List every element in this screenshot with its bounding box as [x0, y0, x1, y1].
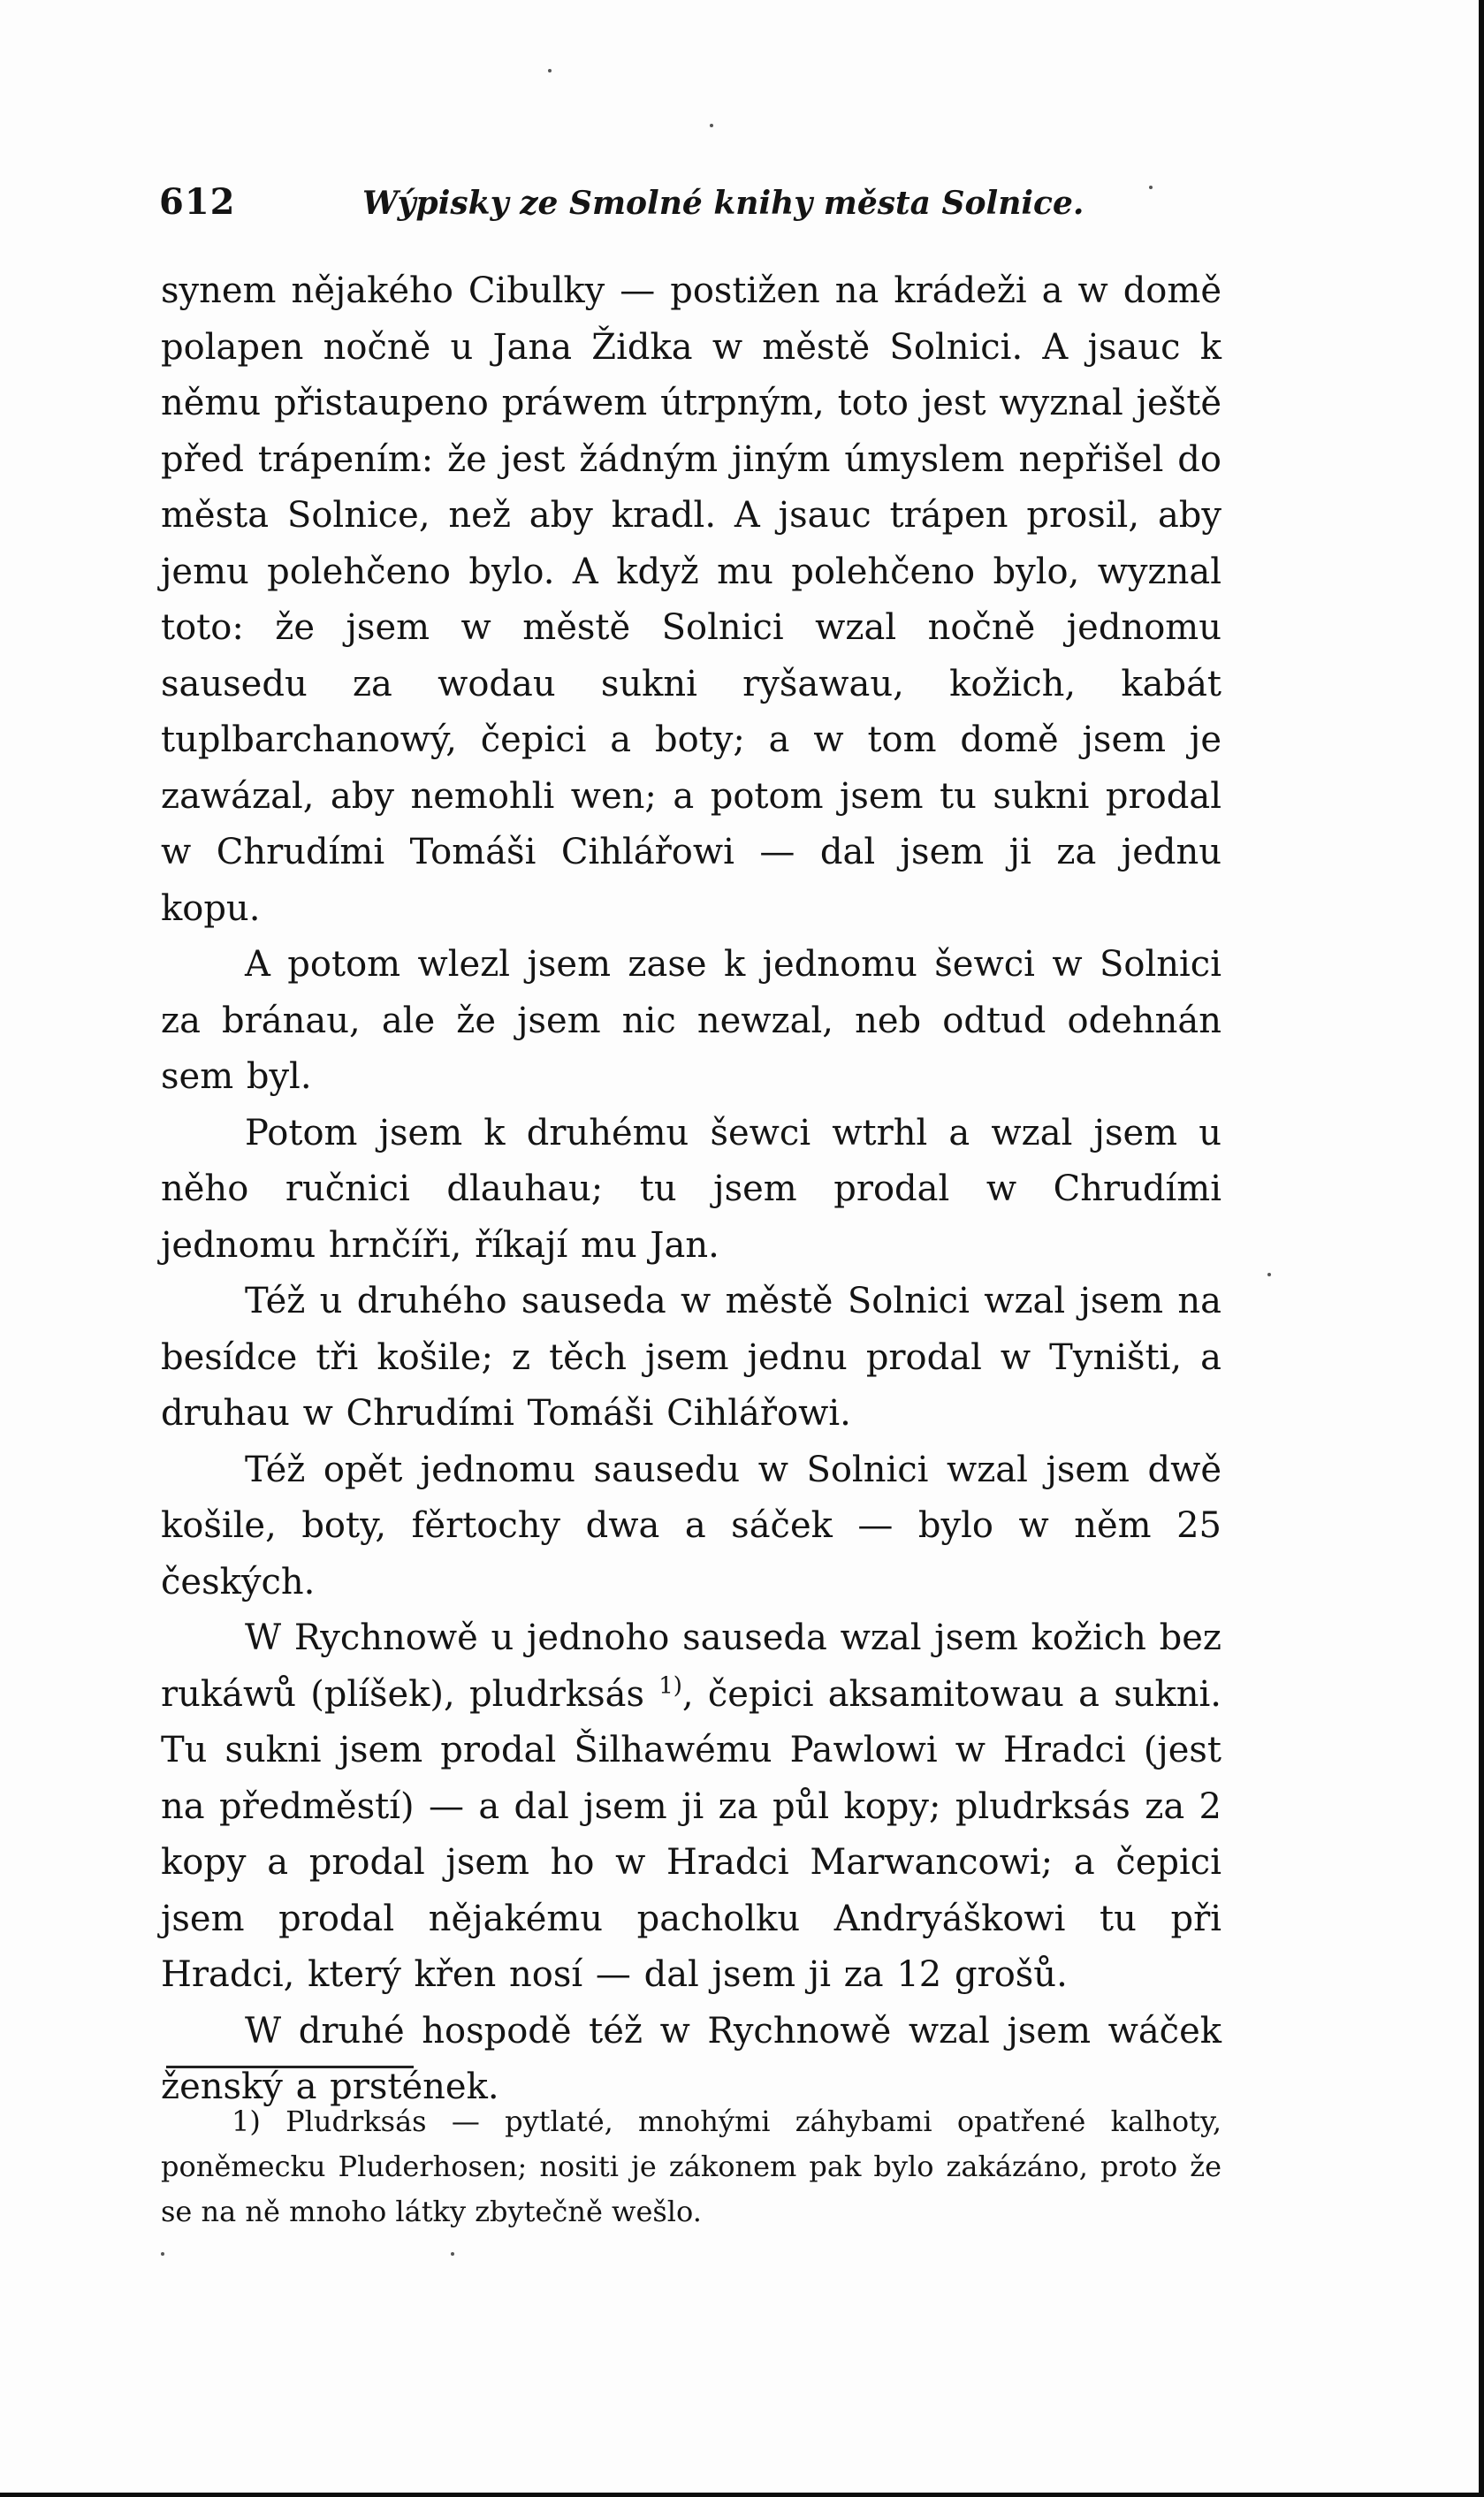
paragraph-rychnov-text-end: , čepici aksamitowau a sukni. Tu sukni jsem prodal Šilhawému Pawlowi w Hradci (jest na předměstí) — a dal jsem ji za půl kopy; pludrksás za 2 kopy a prodal jsem ho w Hradci Marwancowi; a čepici jsem prodal nějakému pacholku Andryáškowi tu při Hradci, který křen nosí — dal jsem ji za 12 grošů.: [161, 1673, 1221, 1995]
scan-speck: [1267, 1273, 1271, 1276]
paragraph-cibulka: synem nějakého Cibulky — postižen na krádeži a w domě polapen nočně u Jana Židka w městě Solnici. A jsauc k němu přistaupeno práwem útrpným, toto jest wyznal ještě před trápením: že jest žádným jiným úmyslem nepřišel do města Solnice, než aby kradl. A jsauc trápen prosil, aby jemu polehčeno bylo. A když mu polehčeno bylo, wyznal toto: že jsem w městě Solnici wzal nočně jednomu sausedu za wodau sukni ryšawau, kožich, kabát tuplbarchanowý, čepici a boty; a w tom domě jsem je zawázal, aby nemohli wen; a potom jsem tu sukni prodal w Chrudími Tomáši Cihlářowi — dal jsem ji za jednu kopu.: [161, 270, 1221, 929]
paragraph-wacek: W druhé hospodě též w Rychnowě wzal jsem wáček ženský a prstének.: [161, 2010, 1221, 2107]
footnote-divider: [166, 2066, 414, 2068]
paragraph-dwe-kosile: Též opět jednomu sausedu w Solnici wzal jsem dwě košile, boty, fěrtochy dwa a sáček — bylo w něm 25 českých.: [161, 1449, 1221, 1602]
scan-speck: [1149, 186, 1153, 189]
paragraph-rychnov: [161, 1610, 1221, 2004]
scan-border-right: [1479, 0, 1484, 2497]
paragraph-kosile-besidka: Též u druhého sauseda w městě Solnici wzal jsem na besídce tři košile; z těch jsem jednu prodal w Tyništi, a druhau w Chrudími Tomáši Cihlářowi.: [161, 1281, 1221, 1434]
scan-speck: [548, 69, 552, 72]
scan-border-bottom: [0, 2493, 1484, 2497]
scan-speck: [710, 124, 713, 127]
footnote-text: 1) Pludrksás — pytlaté, mnohými záhybami opatřené kalhoty, poněmecku Pluderhosen; nositi je zákonem pak bylo zakázáno, proto že se na ně mnoho látky zbytečně wešlo.: [161, 2105, 1221, 2228]
main-text: [161, 263, 1221, 2116]
running-title: Wýpisky ze Smolné knihy města Solnice.: [362, 185, 1084, 222]
footnote-reference: 1): [658, 1672, 682, 1700]
paragraph-rucnice: Potom jsem k druhému šewci wtrhl a wzal jsem u něho ručnici dlauhau; tu jsem prodal w Chrudími jednomu hrnčíři, říkají mu Jan.: [161, 1112, 1221, 1266]
paragraph-rychnov-text-start: W Rychnowě u jednoho sauseda wzal jsem kožich bez rukáwů (plíšek), pludrksás: [161, 1618, 1221, 1715]
page-header: [159, 181, 1246, 234]
scan-speck: [161, 2252, 164, 2256]
scan-speck: [451, 2252, 454, 2256]
paragraph-svec-branou: A potom wlezl jsem zase k jednomu šewci w Solnici za bránau, ale že jsem nic newzal, neb odtud odehnán sem byl.: [161, 944, 1221, 1097]
page-number: 612: [159, 181, 236, 223]
